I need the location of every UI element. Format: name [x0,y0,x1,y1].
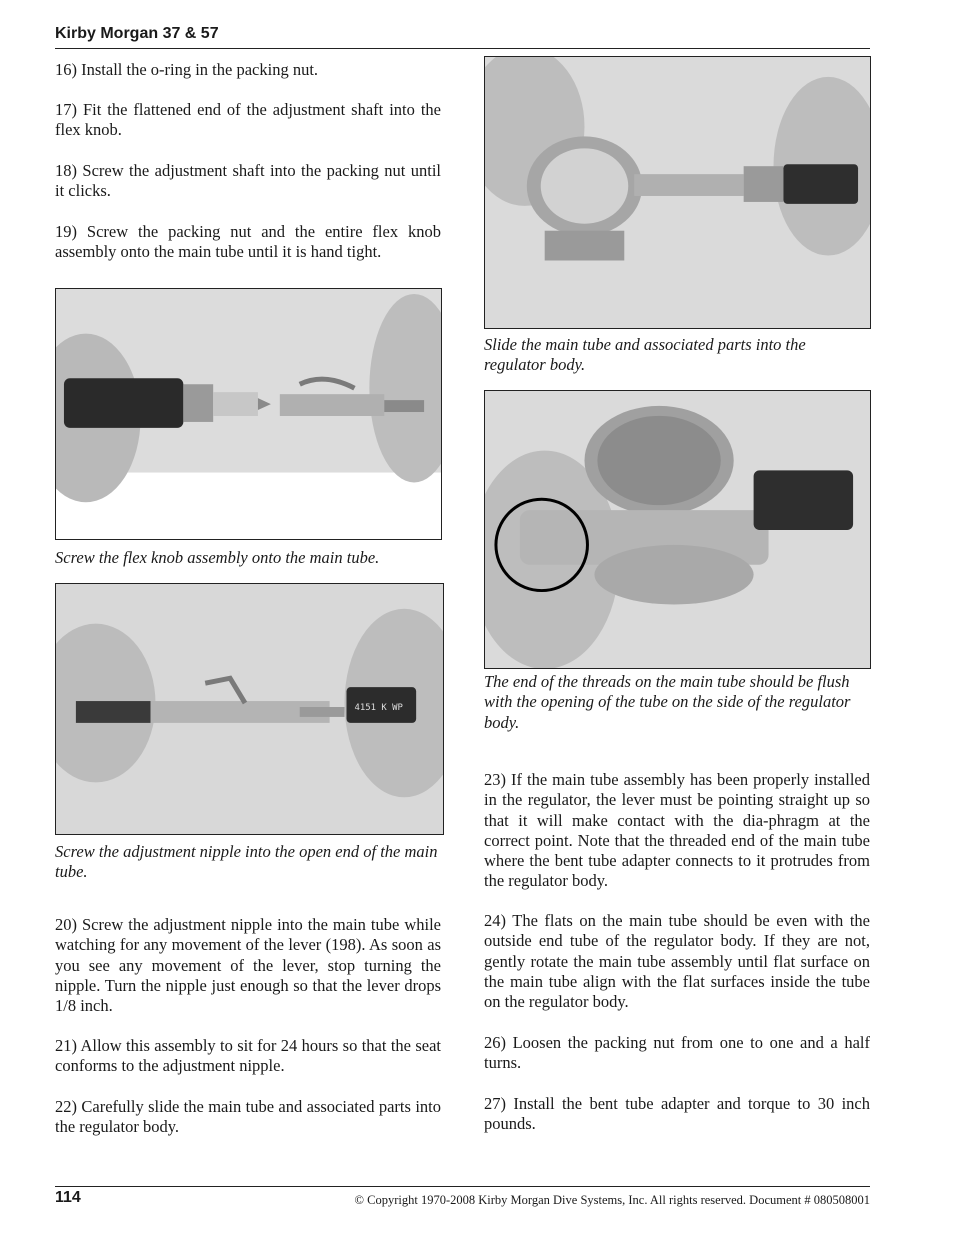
step-27: 27) Install the bent tube adapter and torque to 30 inch pounds. [484,1094,870,1134]
page-number: 114 [55,1189,81,1206]
step-17: 17) Fit the flattened end of the adjustment shaft into the flex knob. [55,100,441,140]
knob-marking: 4151 K WP [354,703,403,713]
caption-slide-main-tube: Slide the main tube and associated parts into the regulator body. [484,335,806,375]
footer-rule [55,1186,870,1187]
caption-flex-knob: Screw the flex knob assembly onto the main tube. [55,548,380,567]
photo-adjustment-nipple [55,583,444,835]
photo-flex-knob-assembly [55,288,442,540]
step-26: 26) Loosen the packing nut from one to one and a half turns. [484,1033,870,1073]
step-20: 20) Screw the adjustment nipple into the main tube while watching for any movement of the lever (198). As soon as you see any movement of the lever, stop turning the nipple. Turn the nipple just enough so that the lever drops 1/8 inch. [55,915,441,1016]
step-19: 19) Screw the packing nut and the entire flex knob assembly onto the main tube until it is hand tight. [55,222,441,262]
header-rule [55,48,870,49]
photo-slide-main-tube [484,56,871,329]
step-21: 21) Allow this assembly to sit for 24 hours so that the seat conforms to the adjustment nipple. [55,1036,441,1076]
caption-threads-flush: The end of the threads on the main tube should be flush with the opening of the tube on the side of the regulator body. [484,672,851,732]
caption-adjustment-nipple: Screw the adjustment nipple into the open end of the main tube. [55,842,438,882]
step-18: 18) Screw the adjustment shaft into the packing nut until it clicks. [55,161,441,201]
photo-threads-flush [484,390,871,669]
step-23: 23) If the main tube assembly has been properly installed in the regulator, the lever must be pointing straight up so that it will make contact with the dia-phragm at the correct point. Note that the threaded end of the main tube where the bent tube adapter connects to it protrudes from the regulator body. [484,770,870,891]
copyright-notice: © Copyright 1970-2008 Kirby Morgan Dive Systems, Inc. All rights reserved. Document # 080508001 [354,1193,870,1207]
step-22: 22) Carefully slide the main tube and associated parts into the regulator body. [55,1097,441,1137]
step-16: 16) Install the o-ring in the packing nut. [55,60,319,79]
running-header: Kirby Morgan 37 & 57 [55,25,219,42]
step-24: 24) The flats on the main tube should be even with the outside end tube of the regulator body. If they are not, gently rotate the main tube assembly until flat surface on the main tube align with the flat surfaces inside the tube on the regulator body. [484,911,870,1012]
